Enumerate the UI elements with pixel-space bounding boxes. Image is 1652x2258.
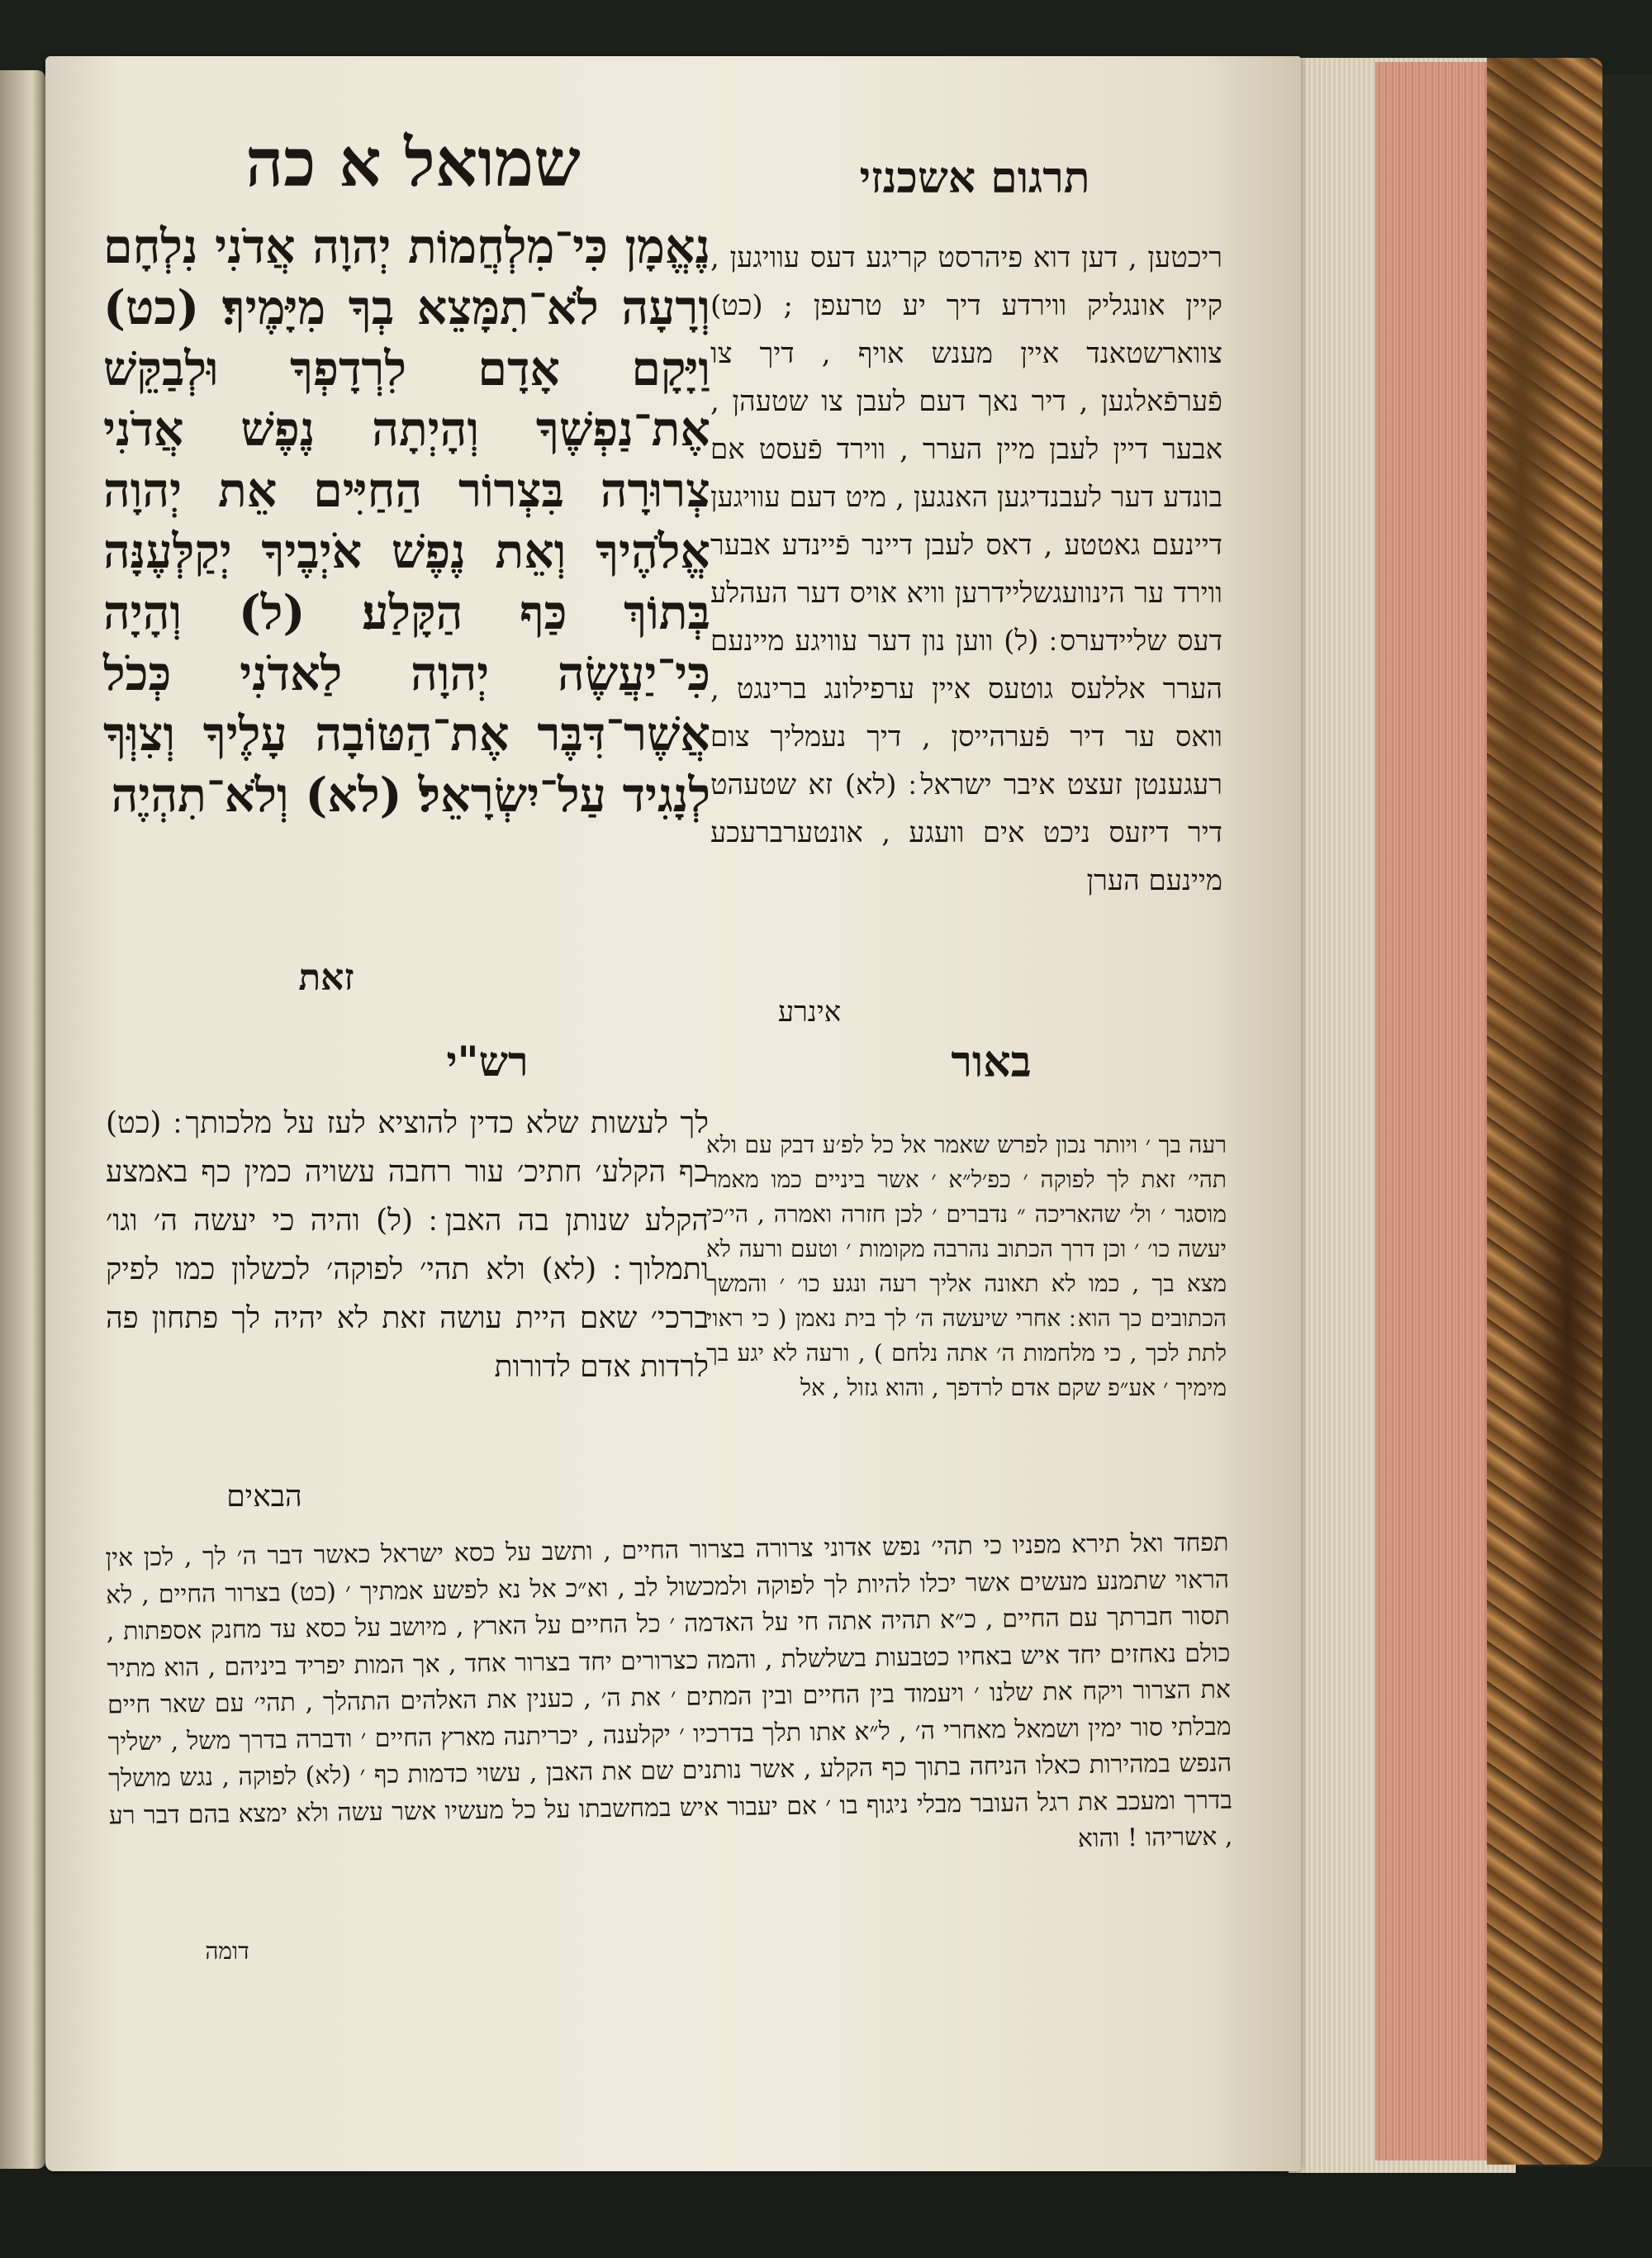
beur-commentary-continued: תפחד ואל תירא מפניו כי תהי׳ נפש אדוני צרורה בצרור החיים , ותשב על כסא ישראל כאשר דבר ה׳ לך , לכן אין הראוי שתמנע מעשים אשר יכלו להיות לך לפוקה ולמכשול לב , וא״כ אל נא לפשע אמתיך ׳ (כט) בצרור החיים , לא תסור חברתך עם החיים , כ״א תהיה אתה חי על האדמה ׳ כל החיים על הארץ , מיושב על כסא עד מחנק אספתות , כולם נאחזים יחד איש באחיו כטבעות בשלשלת , והמה כצרורים יחד בצרור אחד , אך המות יפריד ביניהם , הוא מתיר את הצרור ויקח את שלנו ׳ ויעמוד בין החיים ובין המתים ׳ את ה׳ , כענין את האלהים התהלך , תהי׳ עם שאר חיים מבלתי סור ימין ושמאל מאחרי ה׳ , ל״א אתו תלך בדרכיו ׳ יקלענה , יכריתנה מארץ החיים ׳ ודברה בדרך משל , ישליך הנפש במהירות כאלו הניחה בתוך כף הקלע , אשר נותנים שם את האבן , עשוי כדמות כף ׳ (לא) לפוקה , נגש מושלך בדרך ומעכב את רגל העובר מבלי ניגוף בו ׳ אם יעבור איש במחשבתו על כל מעשיו אשר עשה ולא ימצא בהם דבר רע , אשריהו ! והוא: [105, 1528, 1233, 1854]
catchword-top: זאת: [298, 957, 354, 999]
rashi-continuation: הבאים: [226, 1480, 302, 1514]
background-bottom: [0, 2167, 1652, 2258]
previous-page-edge: [0, 70, 45, 2169]
beur-commentary: רעה בך ׳ ויותר נכון לפרש שאמר אל כל לפ׳ע דבק עם ולא תהי׳ זאת לך לפוקה ׳ כפ׳ל״א ׳ אשר ביניים כמו מאמר מוסגר ׳ ול׳ שהאריכה ״ נדברים ׳ לכן חזרה ואמרה , הי׳כי יעשה כו׳ ׳ וכן דרך הכתוב נהרבה מקומות ׳ וטעם ורעה לא מצא בך , כמו לא תאונה אליך רעה ונגע כו׳ ׳ והמשך הכתובים כך הוא ׃ אחרי שיעשה ה׳ לך בית נאמן ( כי ראוי לתת לכך , כי מלחמות ה׳ אתה נלחם ) , ורעה לא יגע בך מימיך ׳ אע״פ שקם אדם לרדפך , והוא גזול , אל: [706, 1131, 1227, 1401]
rashi-commentary: לך לעשות שלא כדין להוציא לעז על מלכותך ׃ (כט) כף הקלע׳ חתיכ׳ עור רחבה עשויה כמין כף באמצע הקלע שנותן בה האבן ׃ (ל) והיה כי יעשה ה׳ וגו׳ ותמלוך ׃ (לא) ולא תהי׳ לפוקה׳ לכשלון כמו לפיק ברכי׳ שאם היית עושה זאת לא יהיה לך פתחון פה לרדות אדם לדורות: [106, 1106, 709, 1384]
heading-beur: באור: [951, 1037, 1032, 1087]
catchword-bottom: דומה: [205, 1937, 249, 1965]
running-header-translation: תרגום אשכנזי: [859, 153, 1090, 203]
german-translation-text: ריכטען , דען דוא פיהרסט קריגע דעס עוויגען , קיין אונגליק ווירדע דיך יע טרעפן ; (כט) צווארשטאנד איין מענש אויף , דיך צו פֿערפֿאלגען , דיר נאך דעם לעבן צו שטעהן , אבער דיין לעבן מיין הערר , ווירד פֿעסט אם בונדע דער לעבנדיגען האנגען , מיט דעם עוויגען דיינעם גאטטע , דאס לעבן דיינר פֿיינדע אבער ווירד ער הינוועגשליידרען וויא אויס דער העהלע דעס שליידערס ׃ (ל) ווען נון דער עוויגע מיינעם הערר אללעס גוטעס איין ערפילונג ברינגט , וואס ער דיר פֿערהייסן , דיך נעמליך צום רעגענטן זעצט איבר ישראל ׃ (לא) זא שטעהט דיר דיזעס ניכט אים וועגע , אונטערברעכע מיינעם הערן: [710, 241, 1222, 897]
hebrew-verse-text: נֶאֱמָן כִּי־מִלְחֲמוֹת יְהוָה אֲדֹנִי נִלְחָם וְרָעָה לֹא־תִמָּצֵא בְךָ מִיָּמֶיךָ׃ (כט) וַיָּקָם אָדָם לִרְדָפְךָ וּלְבַקֵּשׁ אֶת־נַפְשֶׁךָ וְהָיְתָה נֶפֶשׁ אֲדֹנִי צְרוּרָה בִּצְרוֹר הַחַיִּים אֵת יְהוָה אֱלֹהֶיךָ וְאֵת נֶפֶשׁ אֹיְבֶיךָ יְקַלְּעֶנָּה בְּתוֹךְ כַּף הַקָּלַע׃ (ל) וְהָיָה כִּי־יַעֲשֶׂה יְהוָה לַאדֹנִי כְּכֹל אֲשֶׁר־דִּבֶּר אֶת־הַטּוֹבָה עָלֶיךָ וְצִוְּךָ לְנָגִיד עַל־יִשְׂרָאֵל׃ (לא) וְלֹא־תִהְיֶה: [103, 219, 710, 824]
marbled-cover: [1487, 58, 1602, 2165]
running-header-book: שמואל א כה: [245, 124, 581, 202]
heading-rashi: רש"י: [446, 1037, 529, 1086]
gilt-page-edges: [1375, 62, 1491, 2161]
translation-continuation: אינרע: [777, 996, 842, 1029]
